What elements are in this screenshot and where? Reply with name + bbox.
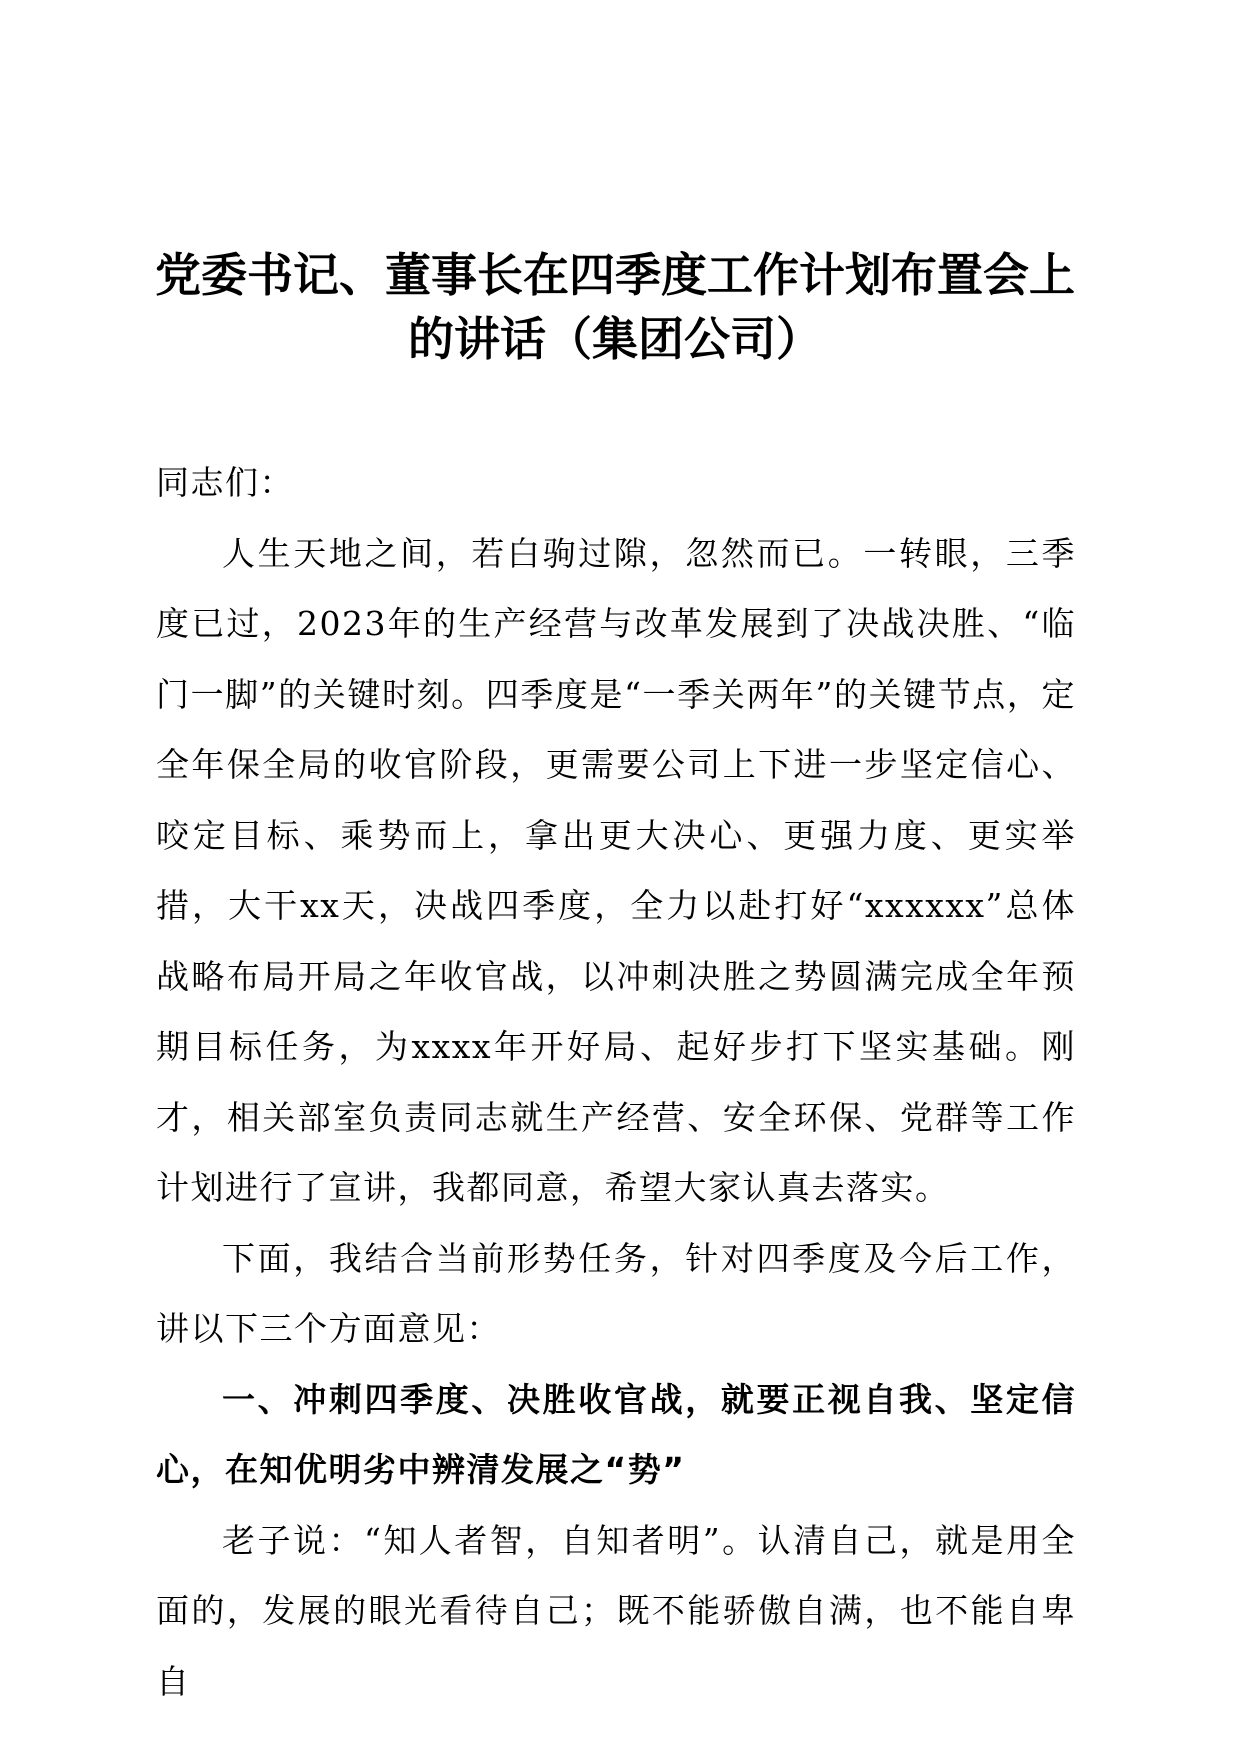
section-1-heading: 一、冲刺四季度、决胜收官战，就要正视自我、坚定信心，在知优明劣中辨清发展之“势” (156, 1379, 1076, 1489)
paragraph-opening: 人生天地之间，若白驹过隙，忽然而已。一转眼，三季度已过，2023年的生产经营与改革发展到了决战决胜、“临门一脚”的关键时刻。四季度是“一季关两年”的关键节点，定全年保全局的收官阶段，更需要公司上下进一步坚定信心、咬定目标、乘势而上，拿出更大决心、更强力度、更实举措，大干xx天，决战四季度，全力以赴打好“xxxxxx”总体战略布局开局之年收官战，以冲刺决胜之势圆满完成全年预期目标任务，为xxxx年开好局、起好步打下坚实基础。刚才，相关部室负责同志就生产经营、安全环保、党群等工作计划进行了宣讲，我都同意，希望大家认真去落实。 (156, 533, 1076, 1207)
document-title (150, 243, 1080, 371)
title-line-1: 党委书记、董事长在四季度工作计划布置会上 (155, 248, 1075, 302)
document-body (156, 448, 1076, 1717)
salutation: 同志们： (156, 463, 294, 502)
section-1-paragraph: 老子说：“知人者智，自知者明”。认清自己，就是用全面的，发展的眼光看待自己；既不能骄傲自满，也不能自卑自 (156, 1520, 1076, 1701)
title-line-2: 的讲话（集团公司） (408, 312, 822, 366)
paragraph-outline: 下面，我结合当前形势任务，针对四季度及今后工作，讲以下三个方面意见： (156, 1238, 1076, 1348)
